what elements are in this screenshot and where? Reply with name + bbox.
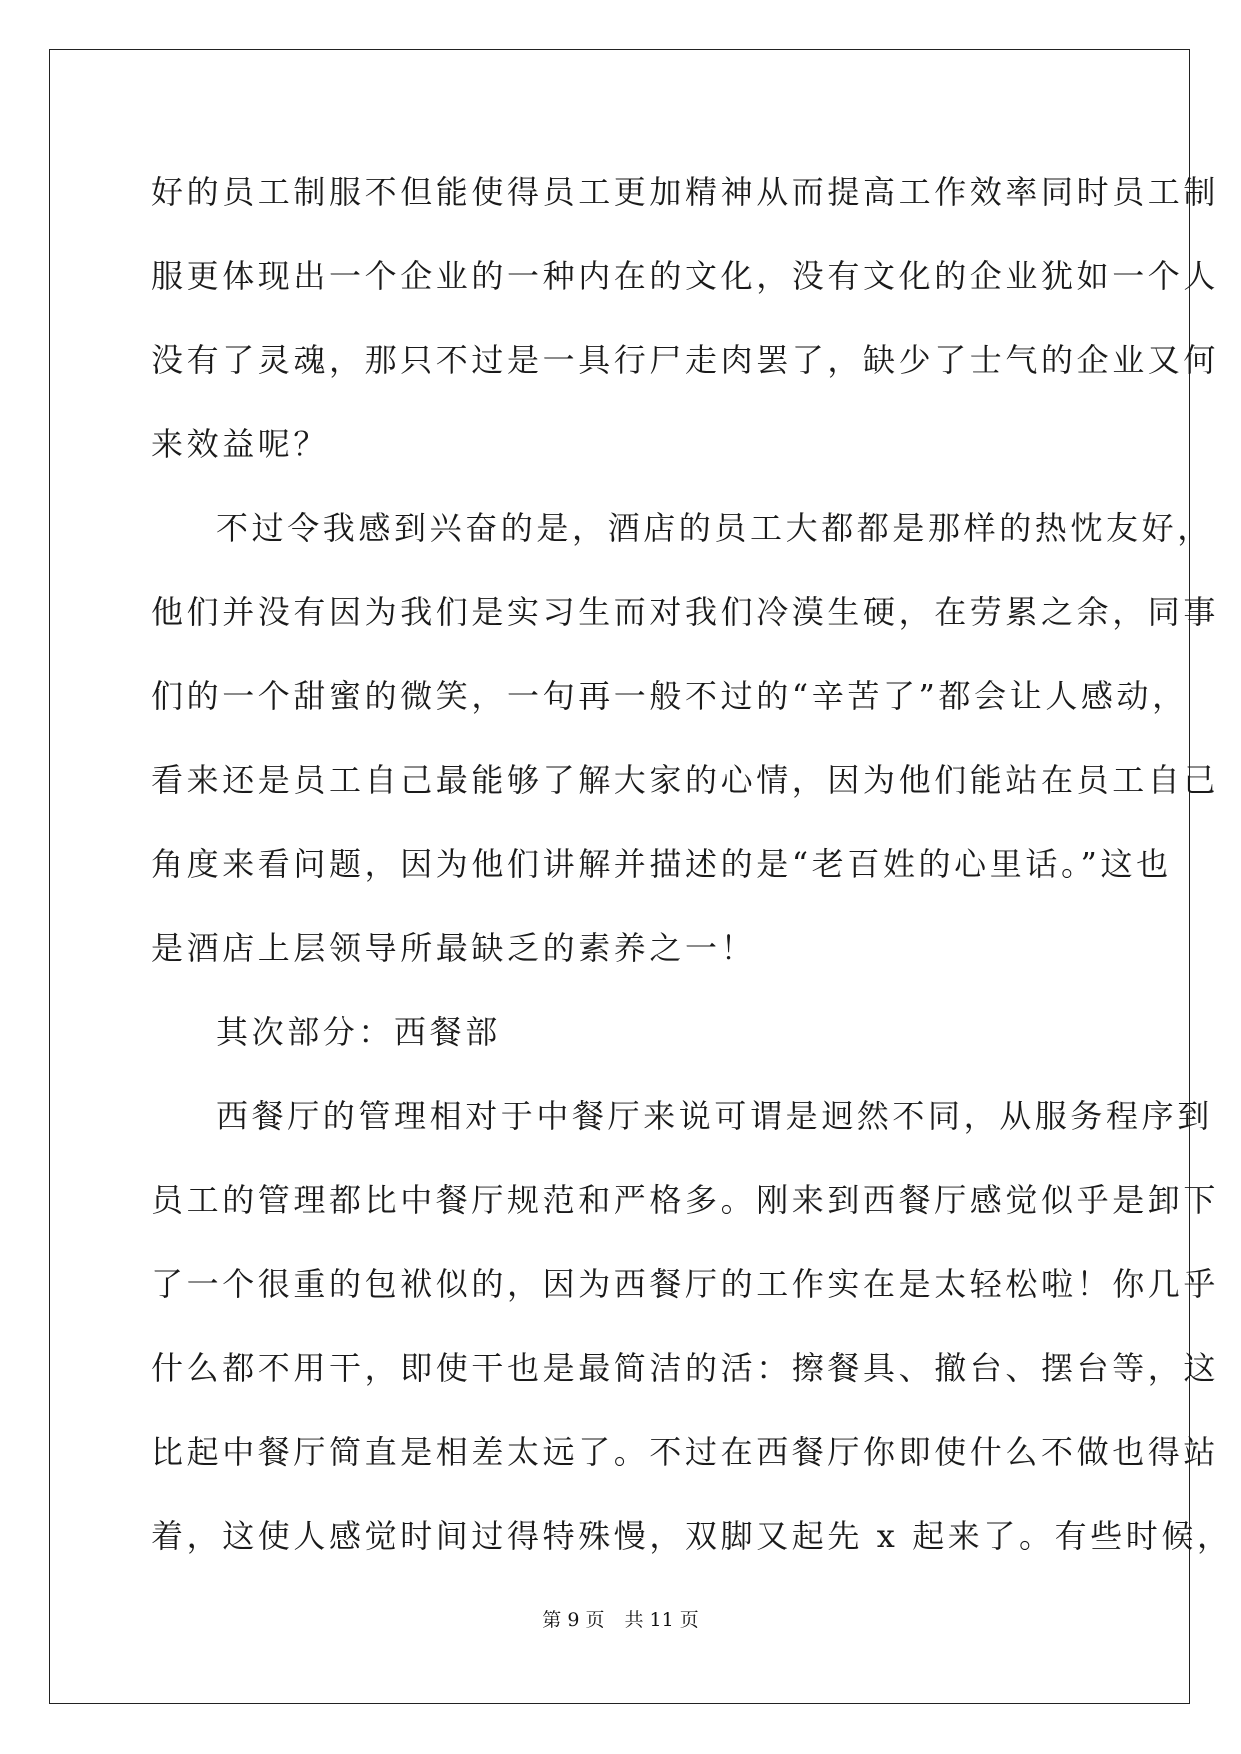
text-line: 来效益呢？ bbox=[151, 425, 330, 463]
section-heading: 其次部分：西餐部 bbox=[216, 1013, 501, 1051]
page-number: 第 9 页 bbox=[542, 1609, 605, 1631]
text-line: 没有了灵魂，那只不过是一具行尸走肉罢了，缺少了士气的企业又何 bbox=[151, 341, 1220, 379]
page-footer bbox=[0, 1605, 1241, 1632]
text-line: 是酒店上层领导所最缺乏的素养之一！ bbox=[151, 929, 757, 967]
text-line: 们的一个甜蜜的微笑，一句再一般不过的“辛苦了”都会让人感动， bbox=[151, 677, 1188, 715]
paragraph-first-line: 不过令我感到兴奋的是，酒店的员工大都都是那样的热忱友好， bbox=[216, 509, 1213, 547]
document-body bbox=[151, 160, 1233, 1588]
text-line: 比起中餐厅简直是相差太远了。不过在西餐厅你即使什么不做也得站 bbox=[151, 1433, 1220, 1471]
text-line: 了一个很重的包袱似的，因为西餐厅的工作实在是太轻松啦！你几乎 bbox=[151, 1265, 1220, 1303]
text-line: 服更体现出一个企业的一种内在的文化，没有文化的企业犹如一个人 bbox=[151, 257, 1220, 295]
text-line: 他们并没有因为我们是实习生而对我们冷漠生硬，在劳累之余，同事 bbox=[151, 593, 1220, 631]
paragraph-first-line: 西餐厅的管理相对于中餐厅来说可谓是迥然不同，从服务程序到 bbox=[216, 1097, 1213, 1135]
text-line: 什么都不用干，即使干也是最简洁的活：擦餐具、撤台、摆台等，这 bbox=[151, 1349, 1220, 1387]
text-line: 角度来看问题，因为他们讲解并描述的是“老百姓的心里话。”这也 bbox=[151, 845, 1172, 883]
page-total: 共 11 页 bbox=[624, 1609, 699, 1631]
text-line: 员工的管理都比中餐厅规范和严格多。刚来到西餐厅感觉似乎是卸下 bbox=[151, 1181, 1220, 1219]
text-line: 着，这使人感觉时间过得特殊慢，双脚又起先 x 起来了。有些时候， bbox=[151, 1517, 1233, 1555]
text-line: 看来还是员工自己最能够了解大家的心情，因为他们能站在员工自己 bbox=[151, 761, 1220, 799]
text-line: 好的员工制服不但能使得员工更加精神从而提高工作效率同时员工制 bbox=[151, 173, 1220, 211]
